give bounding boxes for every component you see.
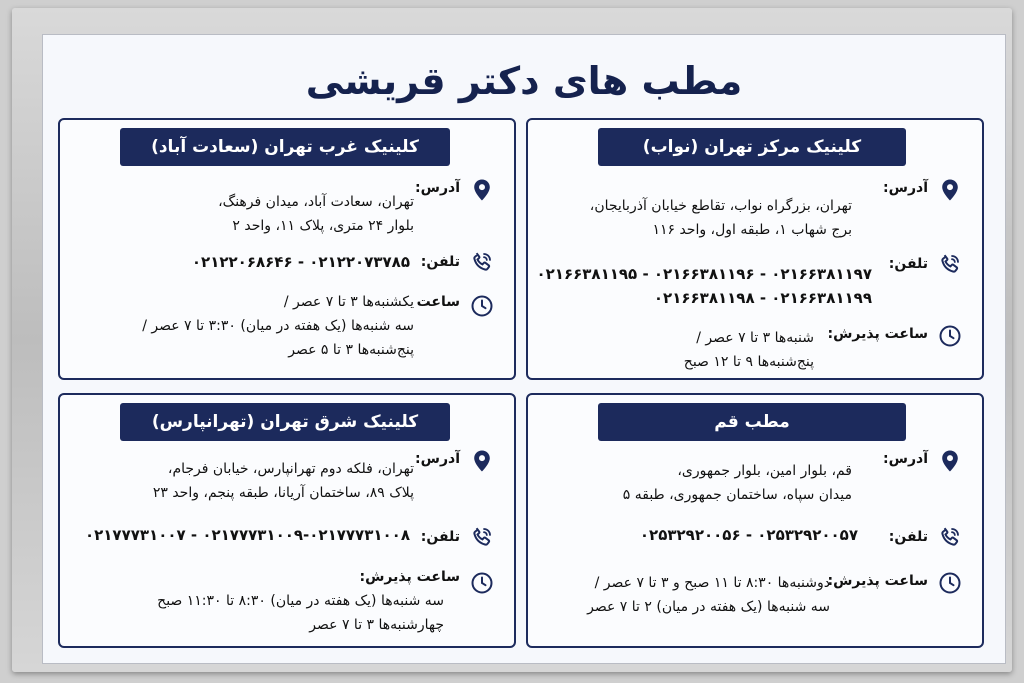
phone-line: ۰۲۱۶۶۳۸۱۱۹۹ - ۰۲۱۶۶۳۸۱۱۹۸	[653, 289, 872, 307]
phone-icon	[470, 525, 494, 549]
address-value	[153, 457, 414, 505]
address-line: تهران، بزرگراه نواب، تقاطع خیابان آذربایجان،	[589, 198, 852, 214]
clinic-name-banner: کلینیک شرق تهران (تهرانپارس)	[120, 403, 450, 441]
hours-value	[684, 326, 814, 374]
clinic-card-qom	[526, 393, 984, 648]
hours-line: پنج‌شنبه‌ها ۳ تا ۵ عصر	[288, 342, 414, 358]
clinic-name-banner: مطب قم	[598, 403, 906, 441]
sign-frame	[12, 8, 1012, 672]
location-pin-icon	[938, 178, 962, 202]
hours-value	[587, 571, 830, 619]
phone-value	[640, 523, 858, 547]
clock-icon	[938, 324, 962, 348]
location-pin-icon	[938, 449, 962, 473]
clinic-card-east-tehran	[58, 393, 516, 648]
phone-label: تلفن:	[888, 529, 928, 545]
hours-value	[157, 589, 444, 637]
page-title: مطب های دکتر قریشی	[305, 59, 743, 103]
location-pin-icon	[470, 449, 494, 473]
phone-icon	[938, 525, 962, 549]
clock-icon	[470, 571, 494, 595]
address-value	[590, 194, 852, 242]
clinic-card-central-tehran	[526, 118, 984, 380]
clinic-name-banner: کلینیک مرکز تهران (نواب)	[598, 128, 906, 166]
location-pin-icon	[470, 178, 494, 202]
hours-line: چهارشنبه‌ها ۳ تا ۷ عصر	[309, 617, 444, 633]
phone-icon	[938, 252, 962, 276]
phone-icon	[470, 250, 494, 274]
hours-label: ساعت پذیرش:	[827, 326, 928, 342]
phone-value	[85, 523, 410, 547]
clock-icon	[470, 294, 494, 318]
phone-line: ۰۲۱۲۲۰۷۳۷۸۵ - ۰۲۱۲۲۰۶۸۶۴۶	[191, 253, 410, 271]
sign-board	[42, 34, 1006, 664]
address-label: آدرس:	[415, 180, 460, 196]
hours-line: سه شنبه‌ها (یک هفته در میان) ۲ تا ۷ عصر	[587, 599, 830, 615]
phone-value	[537, 262, 873, 310]
hours-line: یکشنبه‌ها ۳ تا ۷ عصر /	[283, 294, 414, 310]
address-line: پلاک ۸۹، ساختمان آریانا، طبقه پنجم، واحد ۲۳	[152, 485, 414, 501]
hours-line: شنبه‌ها ۳ تا ۷ عصر /	[696, 330, 814, 346]
hours-line: سه شنبه‌ها (یک هفته در میان) ۳:۳۰ تا ۷ عصر /	[142, 318, 414, 334]
address-label: آدرس:	[883, 180, 928, 196]
phone-label: تلفن:	[888, 256, 928, 272]
hours-label: ساعت پذیرش:	[827, 573, 928, 589]
hours-label: ساعت	[416, 294, 460, 310]
hours-value	[142, 290, 414, 362]
address-value	[623, 459, 852, 507]
phone-label: تلفن:	[420, 254, 460, 270]
clinic-name-banner: کلینیک غرب تهران (سعادت آباد)	[120, 128, 450, 166]
hours-label: ساعت پذیرش:	[359, 569, 460, 585]
hours-line: دوشنبه‌ها ۸:۳۰ تا ۱۱ صبح و ۳ تا ۷ عصر /	[594, 575, 830, 591]
address-line: برج شهاب ۱، طبقه اول، واحد ۱۱۶	[652, 222, 852, 238]
phone-value	[192, 250, 410, 274]
hours-line: سه شنبه‌ها (یک هفته در میان) ۸:۳۰ تا ۱۱:۳۰ صبح	[157, 593, 444, 609]
address-line: تهران، سعادت آباد، میدان فرهنگ،	[218, 194, 414, 210]
phone-label: تلفن:	[420, 529, 460, 545]
address-value	[218, 190, 414, 238]
address-line: بلوار ۲۴ متری، پلاک ۱۱، واحد ۲	[232, 218, 414, 234]
clinic-card-west-tehran	[58, 118, 516, 380]
phone-line: ۰۲۱۷۷۷۳۱۰۰۹-۰۲۱۷۷۷۳۱۰۰۸ - ۰۲۱۷۷۷۳۱۰۰۷	[84, 526, 410, 544]
address-label: آدرس:	[883, 451, 928, 467]
hours-line: پنج‌شنبه‌ها ۹ تا ۱۲ صبح	[683, 354, 814, 370]
phone-line: ۰۲۵۳۲۹۲۰۰۵۷ - ۰۲۵۳۲۹۲۰۰۵۶	[639, 526, 858, 544]
address-line: قم، بلوار امین، بلوار جمهوری،	[677, 463, 852, 479]
address-line: میدان سپاه، ساختمان جمهوری، طبقه ۵	[622, 487, 852, 503]
address-label: آدرس:	[415, 451, 460, 467]
phone-line: ۰۲۱۶۶۳۸۱۱۹۷ - ۰۲۱۶۶۳۸۱۱۹۶ - ۰۲۱۶۶۳۸۱۱۹۵	[536, 265, 872, 283]
clock-icon	[938, 571, 962, 595]
address-line: تهران، فلکه دوم تهرانپارس، خیابان فرجام،	[167, 461, 414, 477]
